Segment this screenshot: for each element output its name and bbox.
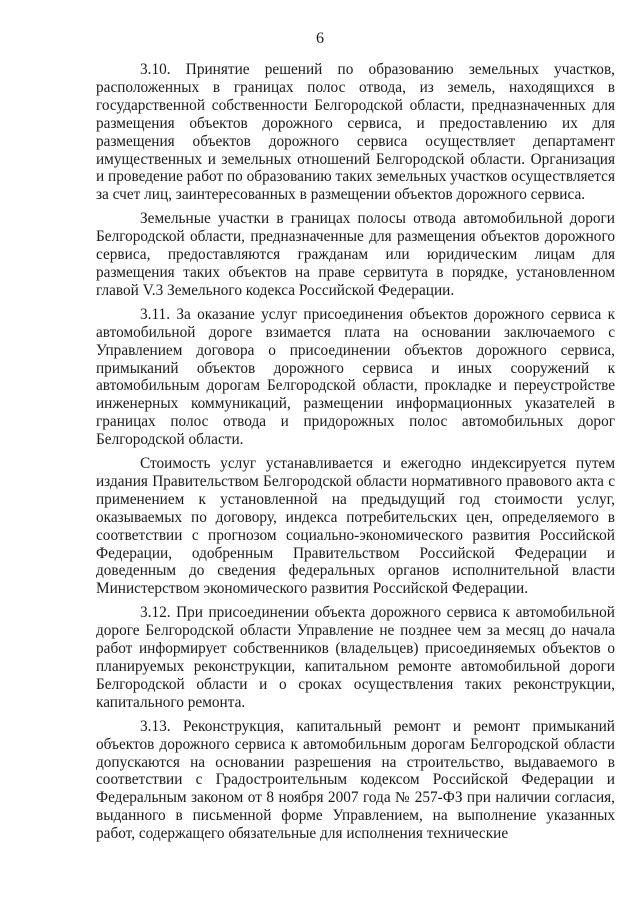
paragraph-land-plots: Земельные участки в границах полосы отвода автомобильной дороги Белгородской области, предназначенные для размещения объектов дорожного сервиса, предоставляются гражданам или юридическим лицам для размещения таких объектов на праве сервитута в порядке, установленном главой V.3 Земельного кодекса Российской Федерации. — [96, 210, 615, 299]
paragraph-3-10: 3.10. Принятие решений по образованию земельных участков, расположенных в границах полос отвода, из земель, находящихся в государственной собственности Белгородской области, предназначенных для размещения объектов дорожного сервиса, и предоставлению их для размещения объектов дорожного сервиса осуществляет департамент имущественных и земельных отношений Белгородской области. Организация и проведение работ по образованию таких земельных участков осуществляется за счет лиц, заинтересованных в размещении объектов дорожного сервиса. — [96, 61, 615, 204]
page-number: 6 — [316, 30, 324, 47]
document-body — [96, 61, 615, 843]
paragraph-3-12: 3.12. При присоединении объекта дорожного сервиса к автомобильной дороге Белгородской области Управление не позднее чем за месяц до начала работ информирует собственников (владельцев) присоединяемых объектов о планируемых реконструкции, капитальном ремонте автомобильной дороги Белгородской области и о сроках осуществления таких реконструкции, капитального ремонта. — [96, 604, 615, 711]
paragraph-service-cost: Стоимость услуг устанавливается и ежегодно индексируется путем издания Правительством Белгородской области нормативного правового акта с применением к установленной на предыдущий год стоимости услуг, оказываемых по договору, индекса потребительских цен, определяемого в соответствии с прогнозом социально-экономического развития Российской Федерации, одобренным Правительством Российской Федерации и доведенным до сведения федеральных органов исполнительной власти Министерством экономического развития Российской Федерации. — [96, 455, 615, 598]
paragraph-3-13: 3.13. Реконструкция, капитальный ремонт и ремонт примыканий объектов дорожного сервиса к автомобильным дорогам Белгородской области допускаются на основании разрешения на строительство, выдаваемого в соответствии с Градостроительным кодексом Российской Федерации и Федеральным законом от 8 ноября 2007 года № 257-ФЗ при наличии согласия, выданного в письменной форме Управлением, на выполнение указанных работ, содержащего обязательные для исполнения технические — [96, 717, 615, 843]
paragraph-3-11: 3.11. За оказание услуг присоединения объектов дорожного сервиса к автомобильной дороге взимается плата на основании заключаемого с Управлением договора о присоединении объектов дорожного сервиса, примыканий объектов дорожного сервиса и иных сооружений к автомобильным дорогам Белгородской области, прокладке и переустройстве инженерных коммуникаций, размещении информационных указателей в границах полос отвода и придорожных полос автомобильных дорог Белгородской области. — [96, 305, 615, 449]
